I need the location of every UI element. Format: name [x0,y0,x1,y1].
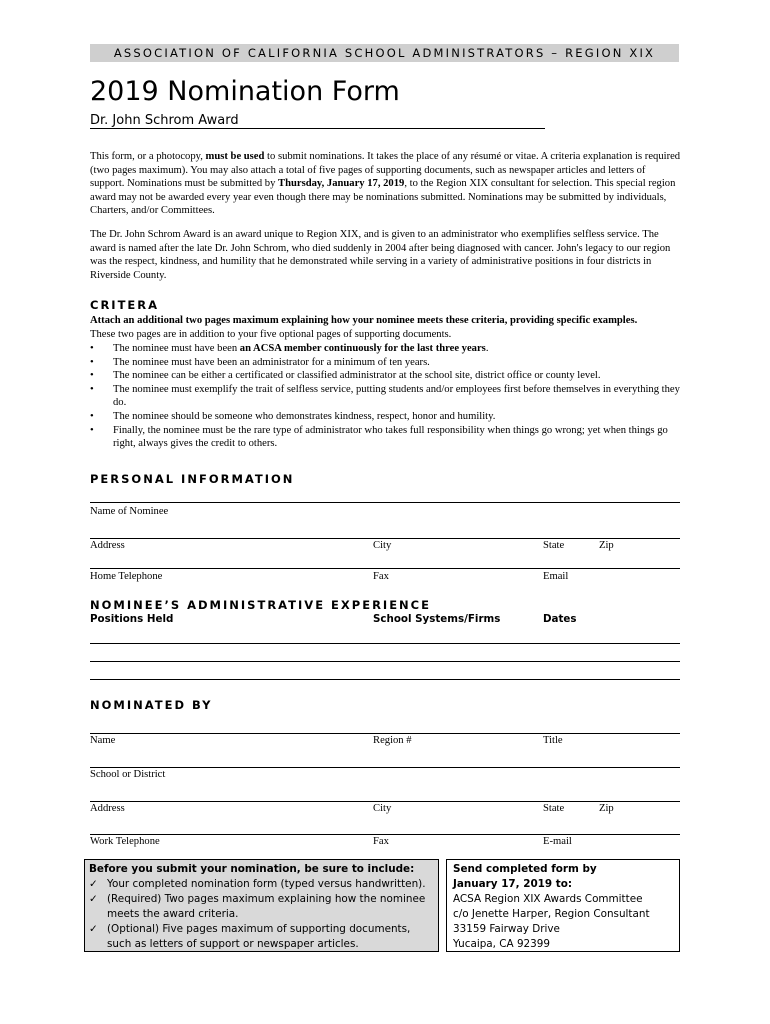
nominator-email-label: E-mail [543,836,572,847]
dates-header: Dates [543,613,577,625]
form-title: 2019 Nomination Form [90,76,400,107]
send-deadline: January 17, 2019 to: [453,878,573,890]
criteria-item: • The nominee must have been an ACSA member continuously for the last three years. [90,343,489,354]
title-underline [90,128,545,129]
home-telephone-label: Home Telephone [90,571,163,582]
nominator-state-label: State [543,803,565,814]
work-telephone-label: Work Telephone [90,836,160,847]
nominee-address-line[interactable] [90,538,680,539]
checkmark-icon: ✓ [89,893,98,905]
nominee-state-label: State [543,540,565,551]
mailing-instructions [446,859,680,952]
nominee-city-label: City [373,540,392,551]
nominee-name-line[interactable] [90,502,680,503]
nominator-address-label: Address [90,803,125,814]
intro-paragraph: This form, or a photocopy, must be used to submit nominations. It takes the place of any résumé or vitae. A criteria explanation is required (two pages maximum). You may also attach a total of five pages of supporting documents, such as newspaper articles and letters of support. Nominations must be submitted by Thursday, January 17, 2019, to the Region XIX consultant for selection. This special region award may not be awarded every year even though there may be nominations submitted. Nominations may be submitted by individuals, Charters, and/or Committees. [90,151,681,217]
send-recipient: ACSA Region XIX Awards Committee [453,893,643,905]
nominator-fax-label: Fax [373,836,389,847]
criteria-item: • The nominee should be someone who demonstrates kindness, respect, honor and humility. [90,410,496,422]
nominee-phone-line[interactable] [90,568,680,569]
experience-line[interactable] [90,661,680,662]
nominee-fax-label: Fax [373,571,389,582]
nominated-by-heading: NOMINATED BY [90,698,213,712]
nominator-name-line[interactable] [90,733,680,734]
award-name: Dr. John Schrom Award [90,113,239,128]
nominator-city-label: City [373,803,392,814]
school-district-label: School or District [90,769,166,780]
experience-heading: NOMINEE’S ADMINISTRATIVE EXPERIENCE [90,598,431,612]
school-systems-header: School Systems/Firms [373,613,501,625]
checklist-item: ✓ Your completed nomination form (typed versus handwritten). [89,878,426,890]
send-city: Yucaipa, CA 92399 [453,938,550,950]
checklist-heading: Before you submit your nomination, be sure to include: [89,863,415,875]
experience-line[interactable] [90,679,680,680]
nominator-zip-label: Zip [599,803,614,814]
nominee-name-label: Name of Nominee [90,506,169,517]
positions-held-header: Positions Held [90,613,174,625]
submission-checklist [84,859,439,952]
nominator-name-label: Name [90,735,116,746]
nominee-address-label: Address [90,540,125,551]
nominator-phone-line[interactable] [90,834,680,835]
association-banner: ASSOCIATION OF CALIFORNIA SCHOOL ADMINISTRATORS – REGION XIX [90,44,679,62]
nominee-zip-label: Zip [599,540,614,551]
nominator-title-label: Title [543,735,563,746]
nominator-region-label: Region # [373,735,412,746]
checkmark-icon: ✓ [89,923,98,935]
criteria-instructions [90,314,682,341]
award-description: The Dr. John Schrom Award is an award unique to Region XIX, and is given to an administrator who exemplifies selfless service. The award is named after the late Dr. John Schrom, who died suddenly in 2004 after being diagnosed with cancer. John's legacy to our region was the respect, kindness, and humility that he demonstrated while serving in a variety of administrative positions in four districts in Riverside County. [90,229,671,281]
criteria-item: • The nominee must exemplify the trait of selfless service, putting students and/or employees first before themselves in everything they do. [90,383,680,409]
nominator-address-line[interactable] [90,801,680,802]
criteria-heading: CRITERA [90,298,160,312]
send-attention: c/o Jenette Harper, Region Consultant [453,908,650,920]
send-street: 33159 Fairway Drive [453,923,560,935]
checklist-item: ✓ (Required) Two pages maximum explaining how the nominee meets the award criteria. [89,893,426,920]
checkmark-icon: ✓ [89,878,98,890]
send-heading: Send completed form by [453,863,597,875]
criteria-instruction: Attach an additional two pages maximum explaining how your nominee meets these criteria, providing specific examples. [90,315,638,326]
criteria-note: These two pages are in addition to your five optional pages of supporting documents. [90,328,452,340]
criteria-item: • The nominee can be either a certificated or classified administrator at the school site, district office or county level. [90,370,601,382]
personal-info-heading: PERSONAL INFORMATION [90,472,295,486]
nominee-email-label: Email [543,571,569,582]
criteria-item: • The nominee must have been an administrator for a minimum of ten years. [90,356,430,368]
nominator-school-line[interactable] [90,767,680,768]
criteria-item: • Finally, the nominee must be the rare type of administrator who takes full responsibility when things go wrong; yet when things go right, always gives the credit to others. [90,424,668,450]
checklist-item: ✓ (Optional) Five pages maximum of supporting documents, such as letters of support or newspaper articles. [89,923,411,950]
criteria-list [90,342,682,451]
experience-line[interactable] [90,643,680,644]
